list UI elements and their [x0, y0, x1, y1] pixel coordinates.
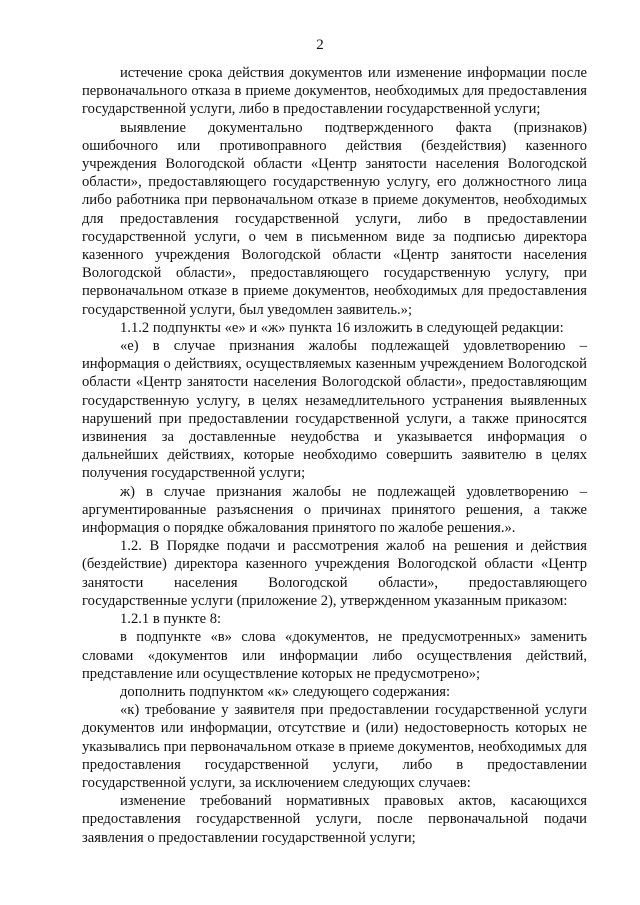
- page-number: 2: [316, 37, 324, 53]
- paragraph-erroneous-action: выявление документально подтвержденного факта (признаков) ошибочного или противоправного действия (бездействия) казенного учреждения Вологодской области «Центр занятости населения Вологодской области», предоставляющего государственную услугу, его должностного лица либо работника при первоначальном отказе в приеме документов, необходимых для предоставления государственной услуги, либо в предоставлении государственной услуги, о чем в письменном виде за подписью директора казенного учреждения Вологодской области «Центр занятости населения Вологодской области», предоставляющего государственную услугу, при первоначальном отказе в приеме документов, необходимых для предоставления государственной услуги, был уведомлен заявитель.»;: [82, 119, 587, 318]
- paragraph-add-subitem-k: дополнить подпунктом «к» следующего содержания:: [120, 683, 451, 700]
- paragraph-subitem-e: «е) в случае признания жалобы подлежащей удовлетворению – информация о действиях, осуществляемых казенным учреждением Вологодской области «Центр занятости населения Вологодской области», предоставляющим государственную услугу, в целях незамедлительного устранения выявленных нарушений при предоставлении государственной услуги, а также приносятся извинения за доставленные неудобства и указывается информация о дальнейших действиях, которые необходимо совершить заявителю в целях получения государственной услуги;: [82, 338, 587, 482]
- paragraph-subitem-zh: ж) в случае признания жалобы не подлежащей удовлетворению – аргументированные разъяснения о причинах принятого решения, а также информация о порядке обжалования принятого по жалобе решения.».: [82, 483, 587, 537]
- paragraph-change-of-requirements: изменение требований нормативных правовых актов, касающихся предоставления государственной услуги, после первоначальной подачи заявления о предоставлении государственной услуги;: [82, 793, 587, 846]
- paragraph-item-1-2: 1.2. В Порядке подачи и рассмотрения жалоб на решения и действия (бездействие) директора казенного учреждения Вологодской области «Центр занятости населения Вологодской области», предоставляющего государственные услуги (приложение 2), утвержденном указанным приказом:: [82, 538, 587, 609]
- paragraph-subitem-k: «к) требование у заявителя при предоставлении государственной услуги документов или информации, отсутствие и (или) недостоверность которых не указывались при первоначальном отказе в приеме документов, необходимых для предоставления государственной услуги, либо в предоставлении государственной услуги, за исключением следующих случаев:: [82, 702, 587, 791]
- paragraph-subitem-v: в подпункте «в» слова «документов, не предусмотренных» заменить словами «документов или информации либо осуществления действий, представление или осуществление которых не предусмотрено»;: [82, 629, 587, 682]
- paragraph-item-1-1-2: 1.1.2 подпункты «е» и «ж» пункта 16 изложить в следующей редакции:: [120, 319, 564, 336]
- paragraph-item-1-2-1: 1.2.1 в пункте 8:: [120, 611, 222, 628]
- paragraph-expiry-of-documents: истечение срока действия документов или изменение информации после первоначального отказа в приеме документов, необходимых для предоставления государственной услуги, либо в предоставлении государственной услуги;: [82, 65, 587, 118]
- document-body: [82, 64, 587, 847]
